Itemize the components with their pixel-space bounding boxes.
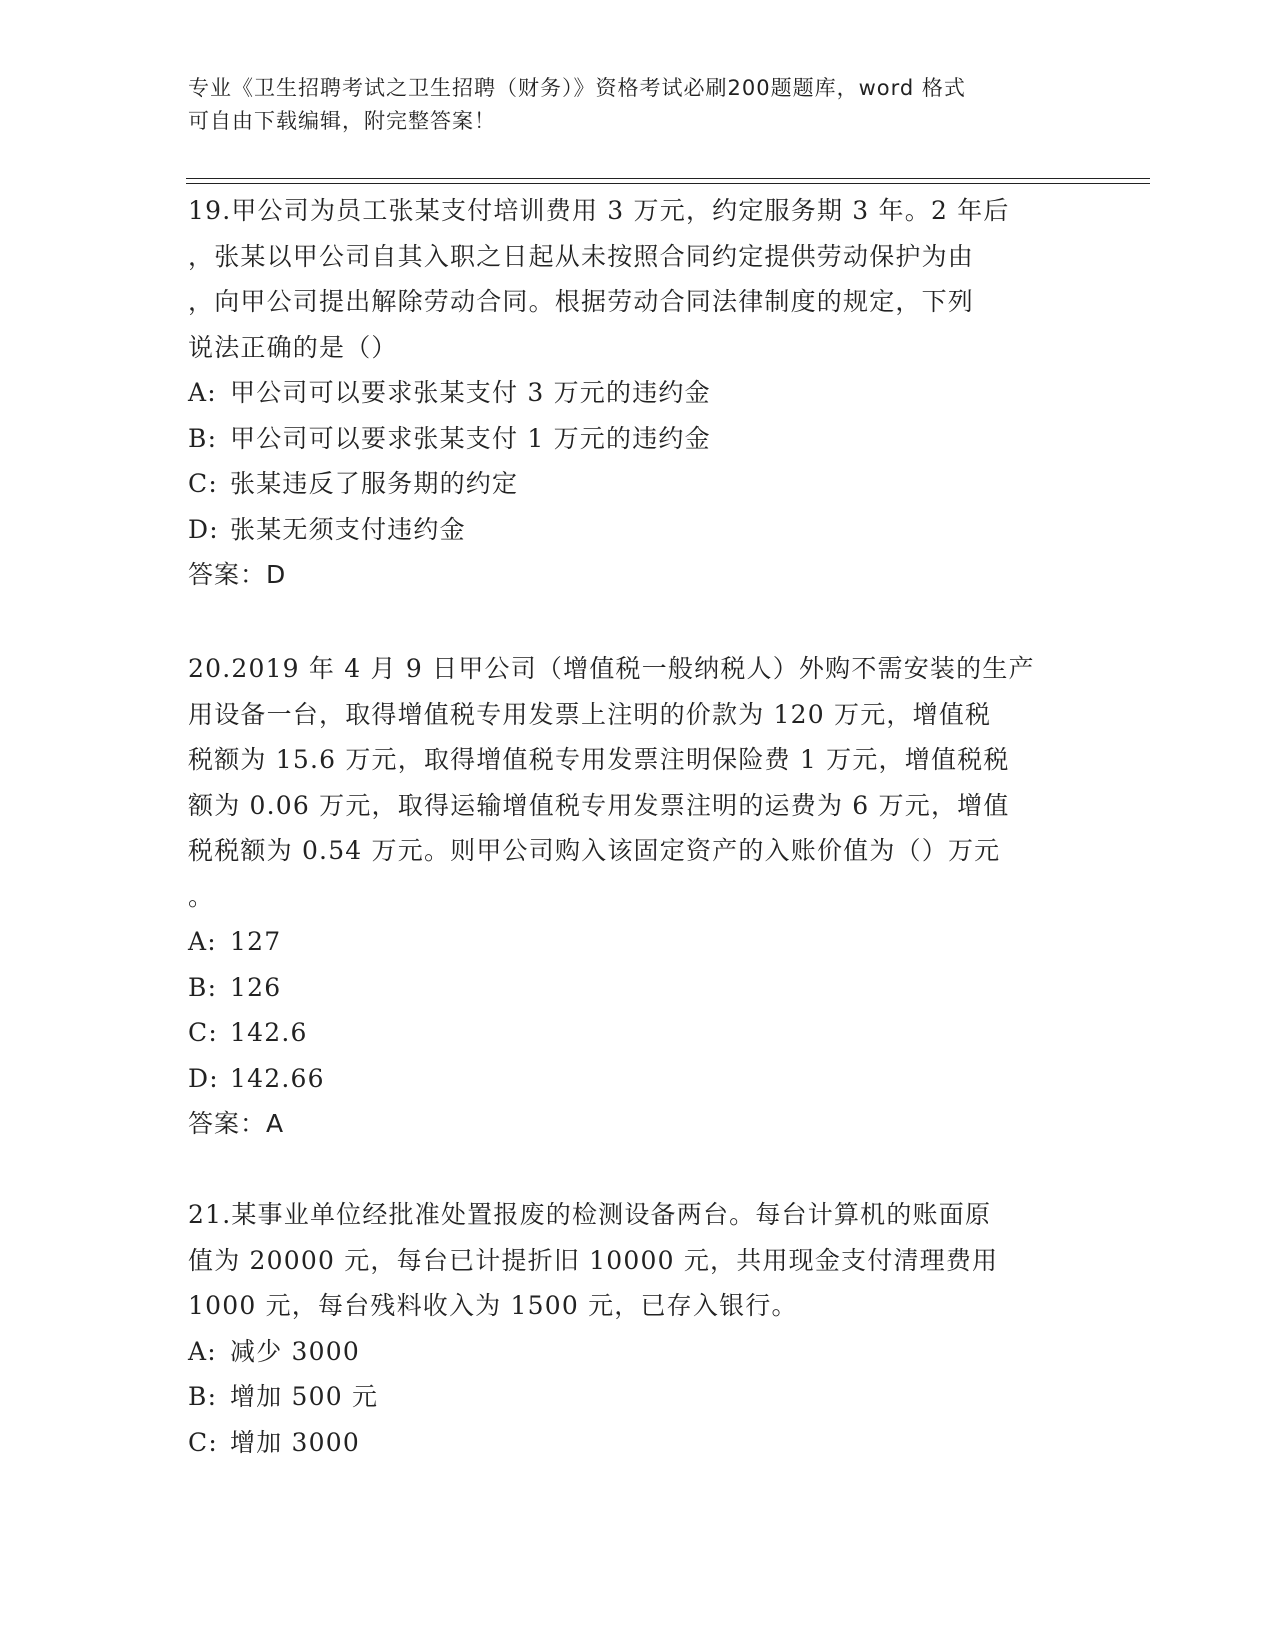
question-stem-line: ，张某以甲公司自其入职之日起从未按照合同约定提供劳动保护为由 — [188, 241, 975, 271]
option-key: D: — [188, 514, 219, 544]
header-divider-top — [186, 178, 1150, 179]
option-key: C: — [188, 469, 218, 498]
answer-line: 答案：D — [188, 560, 287, 589]
option-a — [188, 919, 1088, 965]
option-key: B: — [188, 1382, 218, 1411]
option-text: 142.66 — [230, 1063, 325, 1093]
document-header — [188, 72, 1088, 138]
option-text: 增加 500 元 — [230, 1382, 379, 1411]
question-stem-line: 21.某事业单位经批准处置报废的检测设备两台。每台计算机的账面原 — [188, 1200, 992, 1229]
option-key: C: — [188, 1427, 218, 1457]
option-text: 甲公司可以要求张某支付 1 万元的违约金 — [230, 423, 711, 453]
option-text: 127 — [230, 927, 282, 956]
header-line: 可自由下载编辑，附完整答案！ — [188, 109, 496, 133]
option-text: 张某违反了服务期的约定 — [230, 469, 519, 498]
option-text: 张某无须支付违约金 — [230, 514, 466, 544]
question-stem-line: 税额为 15.6 万元，取得增值税专用发票注明保险费 1 万元，增值税税 — [188, 745, 1010, 774]
question-stem-line: 说法正确的是（） — [188, 332, 398, 362]
option-key: A: — [188, 927, 217, 956]
question-21 — [188, 1192, 1088, 1465]
option-d — [188, 1056, 1088, 1102]
option-b — [188, 416, 1088, 462]
option-key: D: — [188, 1063, 219, 1093]
question-stem-line: 19.甲公司为员工张某支付培训费用 3 万元，约定服务期 3 年。2 年后 — [188, 196, 1010, 225]
option-d — [188, 507, 1088, 553]
option-text: 142.6 — [230, 1018, 308, 1047]
question-stem-line: 额为 0.06 万元，取得运输增值税专用发票注明的运费为 6 万元，增值 — [188, 790, 1010, 820]
question-stem-line: 。 — [188, 881, 215, 911]
header-line: 专业《卫生招聘考试之卫生招聘（财务）》资格考试必刷200题题库，word 格式 — [188, 76, 966, 100]
header-divider-bottom — [186, 183, 1150, 184]
option-text: 减少 3000 — [230, 1336, 360, 1366]
option-c — [188, 1420, 1088, 1466]
question-stem-line: 20.2019 年 4 月 9 日甲公司（增值税一般纳税人）外购不需安装的生产 — [188, 654, 1035, 683]
option-text: 126 — [230, 972, 282, 1002]
option-key: B: — [188, 423, 218, 453]
option-key: A: — [188, 378, 217, 407]
question-stem-line: 值为 20000 元，每台已计提折旧 10000 元，共用现金支付清理费用 — [188, 1245, 999, 1275]
option-key: A: — [188, 1336, 217, 1366]
option-key: B: — [188, 972, 218, 1002]
option-b — [188, 1374, 1088, 1420]
option-a — [188, 370, 1088, 416]
option-c — [188, 1010, 1088, 1056]
option-c — [188, 461, 1088, 507]
answer-line: 答案：A — [188, 1109, 285, 1138]
question-19 — [188, 188, 1088, 598]
question-stem-line: 1000 元，每台残料收入为 1500 元，已存入银行。 — [188, 1291, 798, 1320]
option-text: 甲公司可以要求张某支付 3 万元的违约金 — [230, 378, 711, 407]
option-a — [188, 1329, 1088, 1375]
option-text: 增加 3000 — [230, 1427, 360, 1457]
question-stem-line: 用设备一台，取得增值税专用发票上注明的价款为 120 万元，增值税 — [188, 699, 992, 729]
question-20 — [188, 646, 1088, 1147]
option-b — [188, 965, 1088, 1011]
question-stem-line: 税税额为 0.54 万元。则甲公司购入该固定资产的入账价值为（）万元 — [188, 836, 1001, 865]
option-key: C: — [188, 1018, 218, 1047]
question-stem-line: ，向甲公司提出解除劳动合同。根据劳动合同法律制度的规定，下列 — [188, 287, 975, 316]
